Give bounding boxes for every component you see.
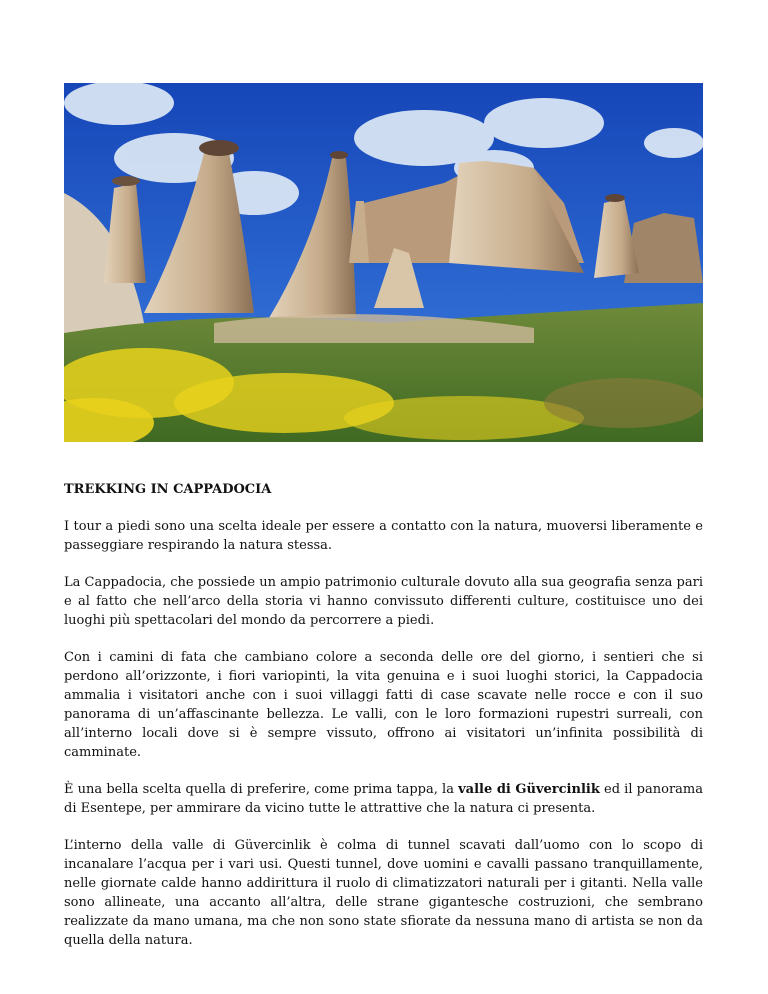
paragraph-4 [64,780,703,818]
paragraph-3: Con i camini di fata che cambiano colore a seconda delle ore del giorno, i sentieri che si perdono all’orizzonte, i fiori variopinti, la vita genuina e i suoi luoghi storici, la Cappadocia ammalia i visitatori anche con i suoi villaggi fatti di case scavate nelle rocce e con il suo panorama di un’affascinante bellezza. Le valli, con le loro formazioni rupestri surreali, con all’interno locali dove si è sempre vissuto, offrono ai visitatori un’infinita possibilità di camminate. [64,650,703,760]
paragraph-5: L’interno della valle di Güvercinlik è colma di tunnel scavati dall’uomo con lo scopo di incanalare l’acqua per i vari usi. Questi tunnel, dove uomini e cavalli passano tranquillamente, nelle giornate calde hanno addirittura il ruolo di climatizzatori naturali per i gitanti. Nella valle sono allineate, una accanto all’altra, delle strane gigantesche costruzioni, che sembrano realizzate da mano umana, ma che non sono state sfiorate da nessuna mano di artista se non da quella della natura. [64,838,703,948]
paragraph-4-highlight: valle di Güvercinlik [458,782,600,797]
article [64,480,703,968]
fairy-chimneys-illustration [64,83,703,442]
paragraph-4-lead: È una bella scelta quella di preferire, come prima tappa, la [64,782,459,797]
cappadocia-photo [64,83,703,442]
article-title: TREKKING IN CAPPADOCIA [64,482,272,497]
paragraph-2: La Cappadocia, che possiede un ampio patrimonio culturale dovuto alla sua geografia senza pari e al fatto che nell’arco della storia vi hanno convissuto differenti culture, costituisce uno dei luoghi più spettacolari del mondo da percorrere a piedi. [64,575,703,628]
paragraph-1: I tour a piedi sono una scelta ideale per essere a contatto con la natura, muoversi liberamente e passeggiare respirando la natura stessa. [64,519,703,553]
paragraph-4-tail: ed il panorama di Esentepe, per ammirare da vicino tutte le attrattive che la natura ci presenta. [64,782,703,816]
